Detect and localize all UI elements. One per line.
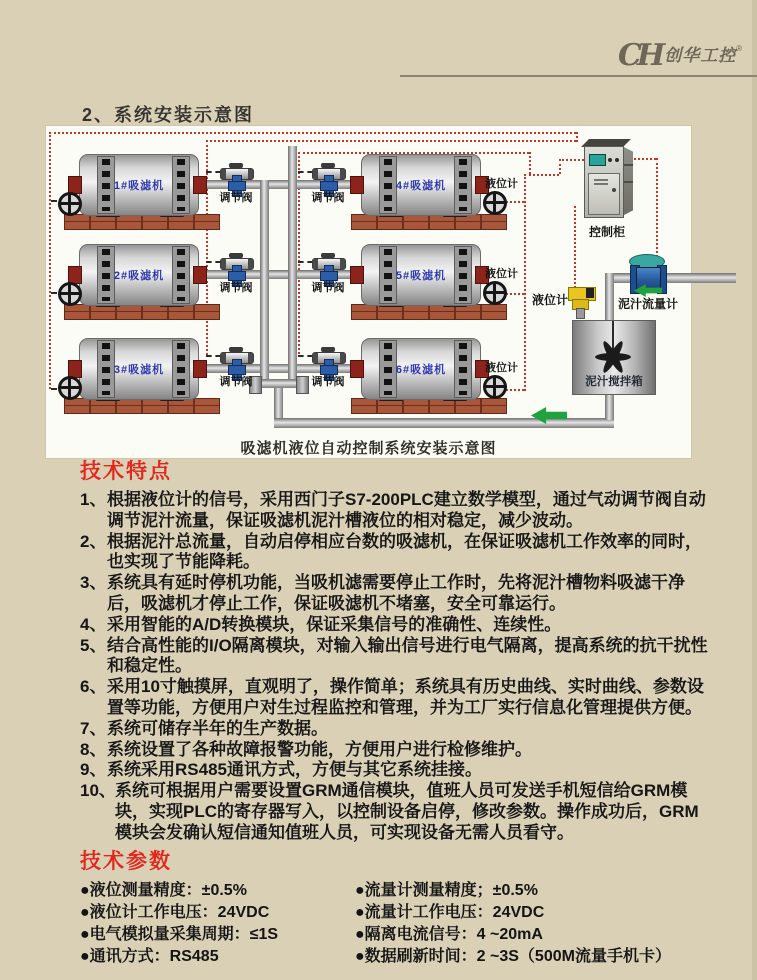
parameter-row [80,946,725,968]
feature-item [80,636,712,678]
logo-monogram-icon: CH [618,38,661,73]
tank-label: 4#吸滤机 [395,180,447,192]
cabinet-button-icon [615,158,619,162]
tank-label: 1#吸滤机 [113,180,165,192]
parameter-row [80,880,725,902]
valve-label: 调节阀 [311,192,345,204]
tank-end-cap [193,266,207,284]
item-number: 8、 [80,739,107,759]
valve-body [228,365,246,375]
item-text: 根据泥汁总流量，自动启停相应台数的吸滤机，在保证吸滤机工作效率的同时，也实现了节能降耗。 [107,531,702,572]
tank-body [79,154,199,216]
valve-label: 调节阀 [219,376,253,388]
item-text: 系统可储存半年的生产数据。 [107,718,328,738]
level-sensor-probe [576,308,585,319]
level-sensor-head [586,288,594,298]
item-text: 根据液位计的信号，采用西门子S7-200PLC建立数学模型，通过气动调节阀自动调节泥汁流量，保证吸滤机泥汁槽液位的相对稳定，减少波动。 [107,490,706,530]
feature-item [80,490,712,532]
pipe [274,388,283,420]
cabinet-button-icon [608,158,612,162]
item-text: 系统采用RS485通讯方式，方便与其它系统挂接。 [107,760,482,780]
item-text: 采用智能的A/D转换模块，保证采集信号的准确性、连续性。 [107,614,562,634]
control-valve [310,253,346,299]
item-number: 9、 [80,760,107,780]
signal-line [524,174,526,391]
parameter-item: ●隔离电流信号：4 ~20mA [355,926,543,943]
feature-item [80,781,712,843]
level-gauge-icon [58,282,82,306]
item-number: 6、 [80,677,107,697]
control-valve [218,253,254,299]
valve-body [228,181,246,191]
cabinet-front [584,146,624,218]
feature-item [80,573,712,615]
feature-item [80,615,712,636]
level-gauge-icon [58,376,82,400]
valve-label: 调节阀 [219,282,253,294]
valve-label: 调节阀 [219,192,253,204]
tank-body [361,154,481,216]
item-number: 4、 [80,614,107,634]
item-text: 结合高性能的I/O隔离模块，对输入输出信号进行电气隔离，提高系统的抗干扰性和稳定性。 [107,635,708,676]
parameter-item: ●数据刷新时间：2 ~3S（500M流量手机卡） [355,948,671,965]
item-text: 采用10寸触摸屏，直观明了，操作简单；系统具有历史曲线、实时曲线、参数设置等功能，方便用户对生过程监控和管理，并为工厂实行信息化管理提供方便。 [107,677,704,717]
brick-base [351,214,507,230]
tank-label: 2#吸滤机 [113,270,165,282]
valve-label: 调节阀 [311,282,345,294]
tank-end-cap [350,266,364,284]
brick-base [351,304,507,320]
item-number: 1、 [80,490,107,509]
signal-line [49,132,51,389]
valve-label: 调节阀 [311,376,345,388]
item-number: 5、 [80,635,107,655]
company-logo [618,38,742,73]
page-edge-shade [752,0,757,980]
filter-tank-2 [64,244,234,334]
signal-line [206,140,576,142]
parameter-item: ●液位计工作电压：24VDC [80,904,270,921]
signal-line [49,132,576,134]
features-section [80,455,712,844]
control-valve [310,347,346,393]
control-valve [310,163,346,209]
valve-body [320,365,338,375]
item-text: 系统具有延时停机功能，当吸机滤需要停止工作时，先将泥汁槽物料吸滤干净后，吸滤机才停止工作，保证吸滤机不堵塞，安全可靠运行。 [107,573,685,613]
parameter-item: ●流量计测量精度；±0.5% [355,882,538,899]
brick-base [64,214,220,230]
filter-tank-6 [351,338,521,428]
control-valve [218,347,254,393]
tank-label: 3#吸滤机 [113,364,165,376]
item-number: 3、 [80,573,107,593]
feature-item [80,677,712,719]
registered-mark: ® [736,44,743,53]
filter-tank-5 [351,244,521,334]
parameter-item: ●通讯方式：RS485 [80,948,219,965]
features-heading: 技术特点 [80,460,172,483]
control-valve [218,163,254,209]
valve-body [320,271,338,281]
item-text: 系统可根据用户需要设置GRM通信模块，值班人员可发送手机短信给GRM模块，实现PLC的寄存器写入，以控制设备启停，修改参数。操作成功后，GRM模块会发确认短信通知值班人员，可实现设备无需人员看守。 [115,781,699,842]
signal-line [576,132,578,142]
tank-end-cap [350,176,364,194]
parameter-item: ●液位测量精度：±0.5% [80,882,247,899]
installation-diagram [45,125,692,459]
level-gauge-icon [483,191,507,215]
brick-base [351,398,507,414]
signal-line [656,158,658,257]
mixer-tank [572,320,656,395]
parameter-row [80,924,725,946]
level-gauge-label: 液位计 [485,362,518,374]
filter-tank-4 [351,154,521,244]
signal-line [559,159,561,174]
signal-line [574,206,576,288]
parameters-section [80,845,725,968]
filter-tank-3 [64,338,234,428]
filter-tank-1 [64,154,234,244]
cabinet-door [588,173,620,215]
tank-body [361,244,481,306]
level-gauge-label: 液位计 [485,178,518,190]
item-number: 2、 [80,531,107,551]
tank-end-cap [193,176,207,194]
feature-item [80,740,712,761]
pipe [605,273,614,321]
level-gauge-icon [483,281,507,305]
item-number: 10、 [80,781,116,801]
valve-body [320,181,338,191]
item-text: 系统设置了各种故障报警功能，方便用户进行检修维护。 [107,739,532,759]
tank-body [79,244,199,306]
section-title: 2、系统安装示意图 [82,105,255,125]
flow-meter-label: 泥汁流量计 [617,297,678,311]
tank-label: 6#吸滤机 [395,364,447,376]
feature-item [80,532,712,574]
feature-item [80,760,712,781]
feature-item [80,719,712,740]
tank-end-cap [193,360,207,378]
mixer-label: 泥汁搅拌箱 [585,376,643,388]
pipe [260,180,269,388]
parameter-item: ●流量计工作电压：24VDC [355,904,545,921]
brick-base [64,398,220,414]
logo-text: 创华工控 [664,46,737,65]
level-gauge-icon [58,192,82,216]
signal-line [524,174,559,176]
item-number: 7、 [80,718,107,738]
tank-body [79,338,199,400]
parameter-item: ●电气模拟量采集周期：≤1S [80,926,279,943]
tank-label: 5#吸滤机 [395,270,447,282]
brick-base [64,304,220,320]
control-cabinet [579,138,637,239]
pipe [288,146,297,388]
level-gauge-icon [483,375,507,399]
diagram-caption: 吸滤机液位自动控制系统安装示意图 [240,440,497,457]
tank-body [361,338,481,400]
signal-line [529,152,531,174]
tank-end-cap [350,360,364,378]
cabinet-screen [589,154,606,166]
pipe [605,392,614,420]
valve-body [228,271,246,281]
pipe [610,273,736,283]
parameters-heading: 技术参数 [80,850,172,873]
level-gauge-label: 液位计 [485,268,518,280]
cabinet-label: 控制柜 [588,225,625,239]
level-sensor-label: 液位计 [532,293,569,307]
parameter-row [80,902,725,924]
header-divider [400,75,757,77]
